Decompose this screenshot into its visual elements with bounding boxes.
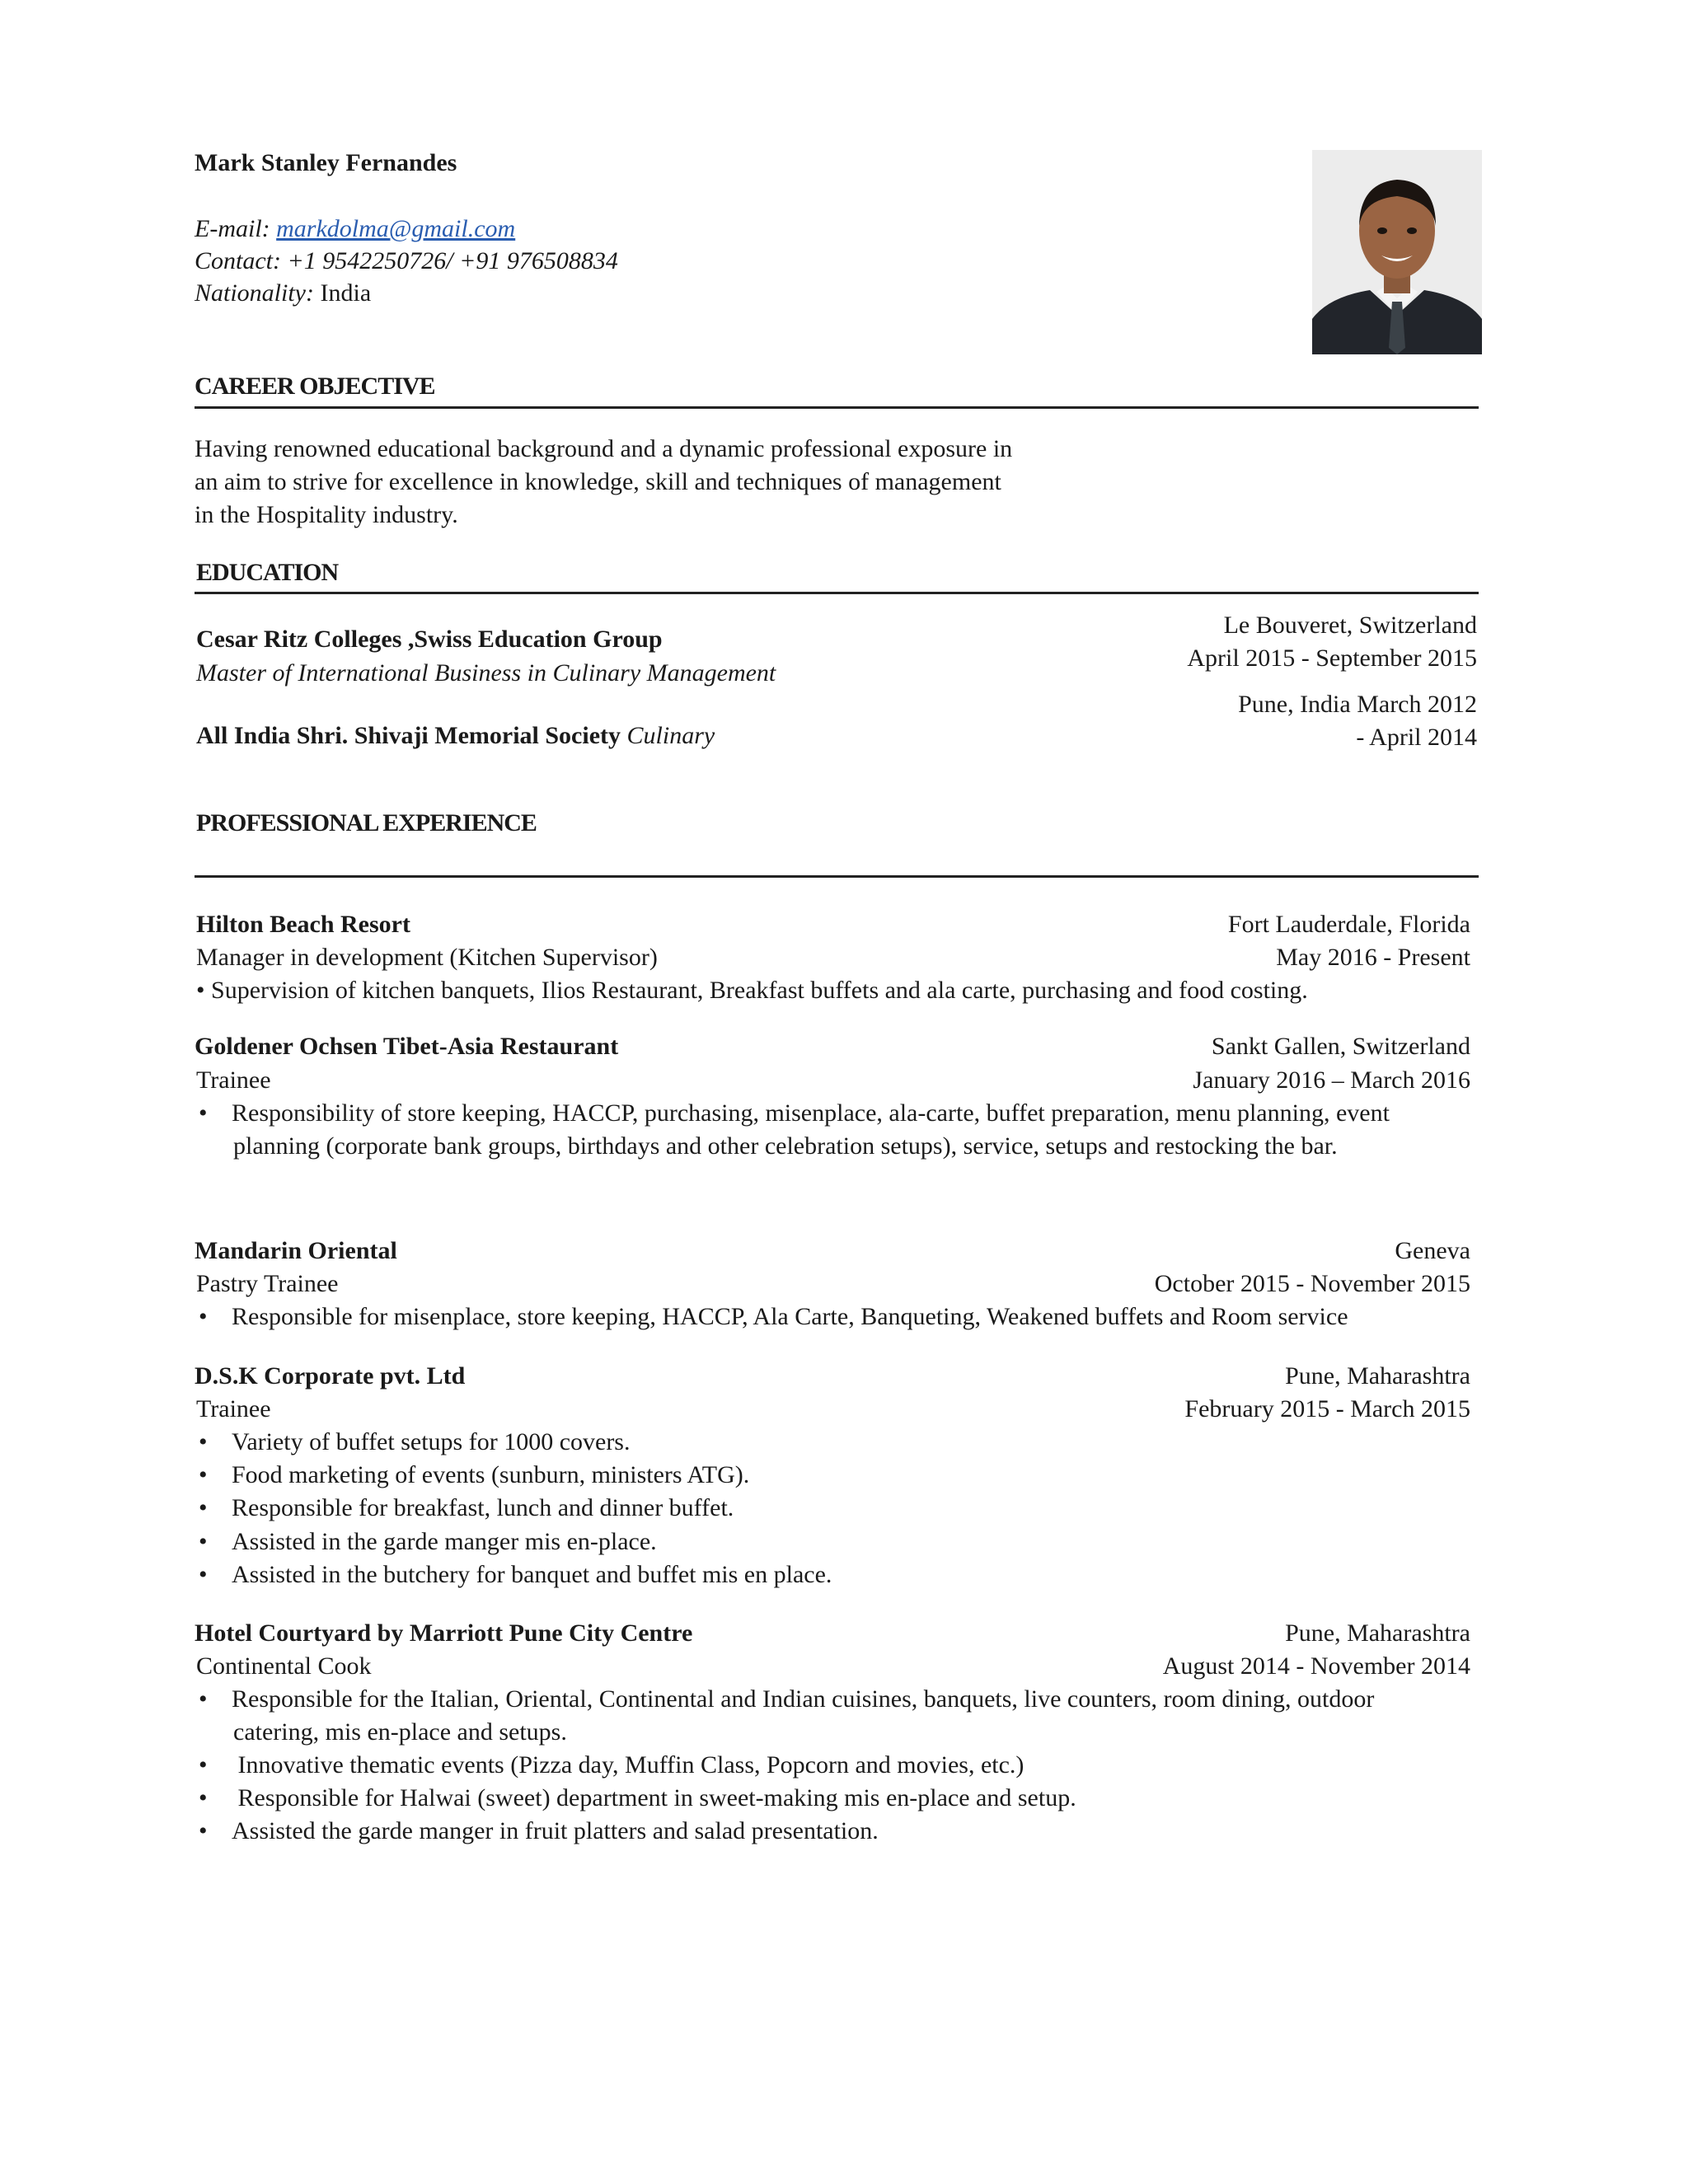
bullet-icon: •	[199, 1817, 208, 1844]
job-location-2: Sankt Gallen, Switzerland	[1211, 1033, 1470, 1060]
education-school-1: Cesar Ritz Colleges ,Swiss Education Group	[196, 626, 663, 653]
profile-photo	[1312, 150, 1482, 354]
education-dates-2: - April 2014	[1356, 724, 1477, 751]
job-4-bullet-5: • Assisted in the butchery for banquet and buffet mis en place.	[199, 1558, 832, 1591]
job-dates-5: August 2014 - November 2014	[1162, 1652, 1470, 1680]
bullet-icon: •	[199, 1303, 208, 1330]
objective-heading: CAREER OBJECTIVE	[195, 373, 435, 400]
bullet-icon: •	[199, 1528, 208, 1555]
job-5-bullet-1: • Responsible for the Italian, Oriental, Continental and Indian cuisines, banquets, live counters, room dining, outdoor	[199, 1683, 1374, 1716]
job-role-4: Trainee	[196, 1395, 271, 1422]
education-dates-1: April 2015 - September 2015	[1187, 644, 1477, 672]
job-4-bullet-1: • Variety of buffet setups for 1000 covers.	[199, 1426, 631, 1459]
job-dates-2: January 2016 – March 2016	[1193, 1066, 1470, 1094]
job-4-bullet-2: • Food marketing of events (sunburn, ministers ATG).	[199, 1459, 749, 1492]
job-location-5: Pune, Maharashtra	[1285, 1619, 1470, 1647]
job-location-3: Geneva	[1395, 1237, 1470, 1264]
objective-line-1: Having renowned educational background and a dynamic professional exposure in	[195, 435, 1013, 462]
job-company-4: D.S.K Corporate pvt. Ltd	[195, 1362, 466, 1390]
job-location-4: Pune, Maharashtra	[1285, 1362, 1470, 1390]
contact-line	[195, 245, 618, 278]
nationality-label: Nationality:	[195, 279, 321, 307]
nationality-value: India	[320, 279, 372, 307]
job-5-bullet-1-cont: catering, mis en-place and setups.	[233, 1718, 567, 1746]
objective-line-2: an aim to strive for excellence in knowledge, skill and techniques of management	[195, 468, 1001, 495]
job-company-2: Goldener Ochsen Tibet-Asia Restaurant	[195, 1033, 619, 1060]
job-company-5: Hotel Courtyard by Marriott Pune City Centre	[195, 1619, 693, 1647]
contact-value: +1 9542250726/ +91 976508834	[287, 247, 618, 274]
job-role-1: Manager in development (Kitchen Supervisor)	[196, 944, 658, 971]
job-dates-1: May 2016 - Present	[1276, 944, 1470, 971]
bullet-icon: •	[199, 1099, 208, 1127]
job-dates-4: February 2015 - March 2015	[1184, 1395, 1470, 1422]
bullet-icon: •	[199, 1428, 208, 1455]
objective-line-3: in the Hospitality industry.	[195, 501, 458, 528]
email-link[interactable]: markdolma@gmail.com	[276, 215, 516, 242]
job-company-1: Hilton Beach Resort	[196, 911, 410, 938]
job-2-bullet-1: • Responsibility of store keeping, HACCP, purchasing, misenplace, ala-carte, buffet preparation, menu planning, event	[199, 1097, 1390, 1130]
job-5-bullet-4: • Assisted the garde manger in fruit platters and salad presentation.	[199, 1815, 879, 1848]
contact-label: Contact:	[195, 247, 288, 274]
email-line	[195, 213, 515, 246]
education-entry-2	[196, 719, 715, 752]
candidate-name: Mark Stanley Fernandes	[195, 149, 457, 176]
education-divider	[195, 592, 1479, 594]
job-5-bullet-3: • Responsible for Halwai (sweet) department in sweet-making mis en-place and setup.	[199, 1782, 1076, 1815]
job-4-bullet-4: • Assisted in the garde manger mis en-place.	[199, 1526, 657, 1558]
experience-divider	[195, 875, 1479, 878]
email-label: E-mail:	[195, 215, 277, 242]
bullet-icon: •	[199, 1784, 208, 1811]
job-role-2: Trainee	[196, 1066, 271, 1094]
education-school-2: All India Shri. Shivaji Memorial Society	[196, 722, 627, 749]
education-degree-2: Culinary	[626, 722, 715, 749]
portrait-icon	[1312, 150, 1482, 354]
bullet-icon: •	[196, 977, 212, 1004]
bullet-icon: •	[199, 1751, 208, 1779]
job-dates-3: October 2015 - November 2015	[1154, 1270, 1470, 1297]
job-role-5: Continental Cook	[196, 1652, 372, 1680]
job-role-3: Pastry Trainee	[196, 1270, 339, 1297]
job-3-bullet-1: • Responsible for misenplace, store keeping, HACCP, Ala Carte, Banqueting, Weakened buffets and Room service	[199, 1301, 1348, 1333]
education-location-1: Le Bouveret, Switzerland	[1223, 612, 1477, 639]
job-5-bullet-2: • Innovative thematic events (Pizza day, Muffin Class, Popcorn and movies, etc.)	[199, 1749, 1024, 1782]
job-1-bullet-1: • Supervision of kitchen banquets, Ilios Restaurant, Breakfast buffets and ala carte, purchasing and food costing.	[196, 977, 1308, 1004]
objective-divider	[195, 406, 1479, 409]
education-degree-1: Master of International Business in Culinary Management	[196, 659, 776, 687]
job-4-bullet-3: • Responsible for breakfast, lunch and dinner buffet.	[199, 1492, 734, 1525]
nationality-line	[195, 277, 371, 310]
bullet-icon: •	[199, 1685, 208, 1713]
education-heading: EDUCATION	[196, 559, 339, 586]
experience-heading: PROFESSIONAL EXPERIENCE	[196, 809, 537, 837]
education-location-2: Pune, India March 2012	[1238, 691, 1477, 718]
bullet-icon: •	[199, 1494, 208, 1521]
bullet-icon: •	[199, 1461, 208, 1488]
bullet-icon: •	[199, 1561, 208, 1588]
job-company-3: Mandarin Oriental	[195, 1237, 397, 1264]
job-2-bullet-1-cont: planning (corporate bank groups, birthdays and other celebration setups), service, setups and restocking the bar.	[233, 1132, 1338, 1160]
job-location-1: Fort Lauderdale, Florida	[1227, 911, 1470, 938]
